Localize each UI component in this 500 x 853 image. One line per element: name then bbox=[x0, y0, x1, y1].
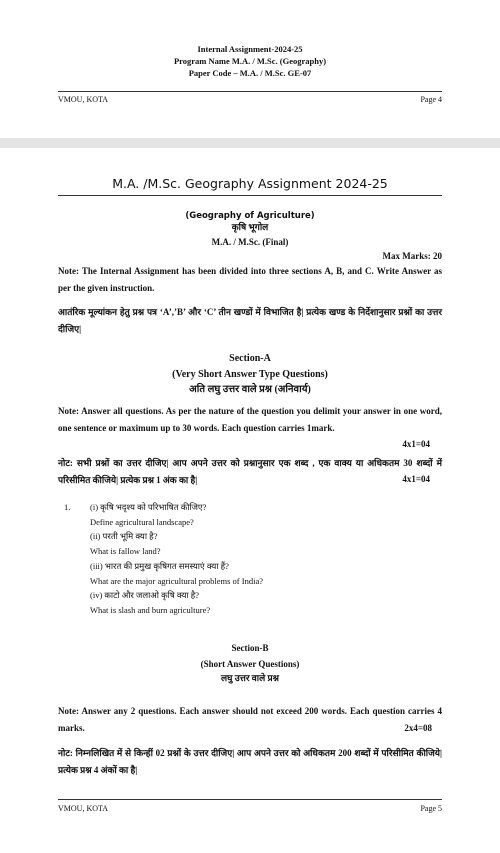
page-title: M.A. /M.Sc. Geography Assignment 2024-25 bbox=[112, 176, 388, 191]
section-b-note-english: Note: Answer any 2 questions. Each answer should not exceed 200 words. Each question carries 4 marks. bbox=[58, 706, 442, 733]
section-a-marks-hindi: 4x1=04 bbox=[402, 474, 430, 484]
section-b-heading: Section-B bbox=[231, 643, 269, 653]
footer-left-text: VMOU, KOTA bbox=[58, 804, 109, 813]
title-rule bbox=[58, 195, 442, 196]
section-a-note-hindi bbox=[58, 455, 442, 489]
note-hindi: आतंरिक मूल्यांकन हेतु प्रश्न पत्र ‘A’,’B’ और ‘C’ तीन खण्डों में विभाजित है| प्रत्येक खण्ड के निर्देशानुसार प्रश्नों का उत्तर दीजिए| bbox=[58, 307, 442, 334]
section-a-heading: Section-A bbox=[229, 353, 271, 364]
footer-left-text: VMOU, KOTA bbox=[58, 95, 109, 104]
subject-hindi: कृषि भूगोल bbox=[231, 222, 269, 232]
section-a-type-hindi: अति लघु उत्तर वाले प्रश्न (अनिवार्य) bbox=[189, 384, 311, 395]
section-a-note-english bbox=[58, 403, 442, 437]
section-b-note-hindi: नोट: निम्नलिखित में से किन्हीं 02 प्रश्नों के उत्तर दीजिए| आप अपने उत्तर को अधिकतम 200 शब्दों में परिसीमित कीजिये| प्रत्येक प्रश्न 4 अंकों का है| bbox=[58, 748, 442, 775]
max-marks: Max Marks: 20 bbox=[382, 251, 442, 261]
question-item: What are the major agricultural problems of India? bbox=[90, 575, 263, 586]
subject-english: (Geography of Agriculture) bbox=[185, 211, 315, 221]
section-b-marks: 2x4=08 bbox=[404, 723, 432, 733]
note-english: Note: The Internal Assignment has been divided into three sections A, B, and C. Write Answer as per the given instruction. bbox=[58, 266, 442, 293]
question-item: (ii) परती भूमि क्या है? bbox=[90, 531, 158, 542]
footer-page-number: Page 4 bbox=[420, 95, 442, 104]
header-line-2: Program Name M.A. / M.Sc. (Geography) bbox=[173, 56, 327, 66]
header-rule bbox=[58, 91, 442, 92]
footer-rule bbox=[58, 799, 442, 800]
header-line-3: Paper Code – M.A. / M.Sc. GE-07 bbox=[188, 68, 312, 78]
question-item: Define agricultural landscape? bbox=[90, 516, 194, 527]
question-item: (iv) काटो और जलाओ कृषि क्या है? bbox=[90, 590, 199, 601]
question-item: What is slash and burn agriculture? bbox=[90, 604, 211, 615]
question-item: What is fallow land? bbox=[90, 546, 161, 557]
page-5-footer bbox=[58, 804, 442, 813]
question-item: (iii) भारत की प्रमुख कृषिगत समस्याएं क्या हैं? bbox=[90, 560, 229, 571]
section-a-marks-english: 4x1=04 bbox=[402, 439, 430, 449]
question-list bbox=[64, 500, 438, 618]
page-5 bbox=[0, 148, 500, 853]
question-item: (i) कृषि भदृश्य को परिभाषित कीजिए? bbox=[90, 502, 207, 512]
page-4-footer bbox=[58, 95, 442, 104]
section-a-type-english: (Very Short Answer Type Questions) bbox=[172, 369, 328, 380]
program-name: M.A. / M.Sc. (Final) bbox=[211, 237, 289, 247]
section-b-type-english: (Short Answer Questions) bbox=[200, 659, 300, 669]
section-b-type-hindi: लघु उत्तर वाले प्रश्न bbox=[221, 673, 279, 683]
section-a-note-hindi-text: नोट: सभी प्रश्नों का उत्तर दीजिए| आप अपने उत्तर को प्रश्नानुसार एक शब्द , एक वाक्य या अधिकतम 30 शब्दों में परिसीमित कीजिये| प्रत्येक प्रश्न 1 अंक का है| bbox=[58, 458, 442, 485]
question-number: 1. bbox=[64, 502, 71, 512]
page-4 bbox=[0, 0, 500, 138]
section-a-note-english-text: Note: Answer all questions. As per the nature of the question you delimit your answer in one word, one sentence or maximum up to 30 words. Each question carries 1mark. bbox=[58, 406, 442, 433]
footer-page-number: Page 5 bbox=[420, 804, 442, 813]
header-line-1: Internal Assignment-2024-25 bbox=[197, 44, 303, 54]
